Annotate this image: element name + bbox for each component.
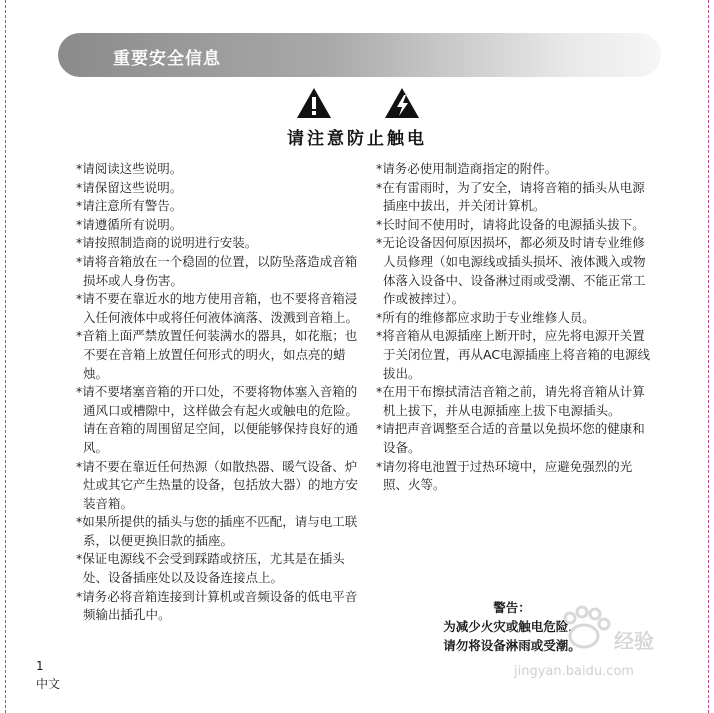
exclamation-warning-icon [296,87,332,119]
electric-shock-warning-icon [384,87,420,119]
language-label: 中文 [36,677,61,691]
safety-item: *请保留这些说明。 [76,179,183,195]
safety-item: *音箱上面严禁放置任何装满水的器具，如花瓶；也不要在音箱上放置任何形式的明火，如点亮的蜡烛。 [76,328,358,381]
warning-line: 请勿将设备淋雨或受潮。 [443,638,581,653]
safety-item: *请把声音调整至合适的音量以免损坏您的健康和设备。 [376,421,645,455]
safety-item: *请不要在靠近任何热源（如散热器、暖气设备、炉灶或其它产生热量的设备，包括放大器）的地方安装音箱。 [76,458,359,511]
safety-item: *请不要在靠近水的地方使用音箱，也不要将音箱浸入任何液体中或将任何液体滴落、泼溅到音箱上。 [76,291,359,325]
safety-item: *将音箱从电源插座上断开时，应先将电源开关置于关闭位置，再从AC电源插座上将音箱的电源线拔出。 [376,328,651,381]
safety-item: *在用干布擦拭清洁音箱之前，请先将音箱从计算机上拔下，并从电源插座上拔下电源插头。 [376,384,645,418]
safety-item: *请将音箱放在一个稳固的位置，以防坠落造成音箱损坏或人身伤害。 [76,253,358,288]
safety-item: *所有的维修都应求助于专业维修人员。 [376,309,595,325]
safety-item: *长时间不使用时，请将此设备的电源插头拔下。 [376,216,645,232]
safety-item: *在有雷雨时，为了安全，请将音箱的插头从电源插座中拔出，并关闭计算机。 [376,179,645,214]
page-title: 重要安全信息 [113,49,221,69]
left-dashed-border [5,0,7,713]
safety-item: *请注意所有警告。 [76,198,183,214]
safety-item: *无论设备因何原因损坏，都必须及时请专业维修人员修理（如电源线或插头损坏、液体溅入或物体落入设备中、设备淋过雨或受潮、不能正常工作或被摔过）。 [376,235,646,307]
shock-warning-heading: 请注意防止触电 [287,129,427,149]
safety-item: *如果所提供的插头与您的插座不匹配，请与电工联系，以便更换旧款的插座。 [76,514,358,548]
left-column [76,160,362,625]
page-number: 1 [36,659,44,673]
safety-item: *请遵循所有说明。 [76,216,183,232]
safety-item: *请不要堵塞音箱的开口处，不要将物体塞入音箱的通风口或槽隙中，这样做会有起火或触电的危险。请在音箱的周围留足空间，以便能够保持良好的通风。 [76,384,359,455]
safety-item: *请阅读这些说明。 [76,161,183,176]
warning-icons [296,87,426,121]
watermark-url: jingyan.baidu.com [514,664,634,679]
warning-label: 警告： [493,600,531,615]
safety-item: *请务必使用制造商指定的附件。 [376,161,558,176]
header-banner [58,33,661,77]
safety-item: *请勿将电池置于过热环境中，应避免强烈的光照、火等。 [376,458,633,493]
safety-item: *请务必将音箱连接到计算机或音频设备的低电平音频输出插孔中。 [76,588,358,623]
safety-item: *请按照制造商的说明进行安装。 [76,235,258,251]
warning-line: 为减少火灾或触电危险， [443,619,581,634]
right-dashed-border [708,0,710,713]
safety-item: *保证电源线不会受到踩踏或挤压，尤其是在插头处、设备插座处以及设备连接点上。 [76,551,345,586]
right-column [376,160,656,495]
watermark-brand: 经验 [614,629,654,653]
